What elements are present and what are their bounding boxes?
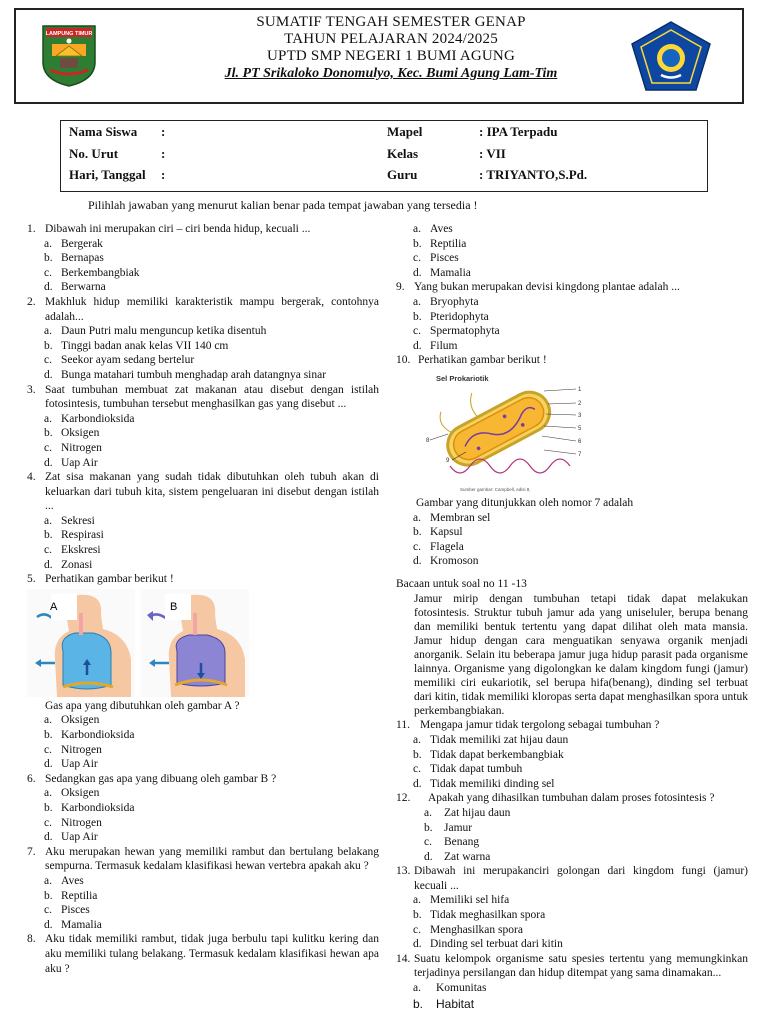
option[interactable]: c. Nitrogen	[44, 816, 102, 829]
option[interactable]: a. Bryophyta	[413, 295, 479, 308]
option[interactable]: d. Uap Air	[44, 758, 98, 771]
option[interactable]: a. Aves	[44, 874, 84, 887]
option[interactable]: b. Karbondioksida	[44, 729, 135, 742]
option[interactable]: b. Pteridophyta	[413, 310, 489, 323]
figure-caption: Sumber gambar: Campbell, edisi 8,	[460, 486, 531, 492]
option[interactable]: a. Komunitas	[413, 982, 487, 995]
option[interactable]: d. Berwarna	[44, 281, 106, 294]
option[interactable]: c. Ekskresi	[44, 544, 101, 557]
reading-passage: Jamur mirip dengan tumbuhan tetapi tidak dapat melakukan fotosintesis. Struktur tubuh jamur ada yang uniseluler, berupa benang dan memiliki bentuk tertentu yang dapat dilihat oleh mata mansia. Jamur hidup dengan cara menguatikan senyawa organik menjadi anorganik. Selain itu beberapa jamur juga hidup parasit pada organisme lainnya. Organisme yang digolongkan ke dalam kingdom fungi (jamur) memiliki ciri eukariotik, sel berupa hifa(benang), dinding sel terbuat dari kitin, tidak memiliki kloropas serta dapat menghasilkan spora untuk perkembangbiakan.	[414, 592, 748, 718]
nama-label: Nama Siswa	[69, 124, 138, 139]
option[interactable]: d. Zonasi	[44, 558, 93, 571]
option[interactable]: b. Tidak dapat berkembangbiak	[413, 748, 564, 761]
option[interactable]: d. Mamalia	[44, 918, 102, 931]
prokaryote-figure	[396, 368, 748, 496]
urut-label: No. Urut	[69, 146, 119, 161]
urut-field[interactable]: :	[161, 146, 166, 161]
prokaryote-diagram	[426, 370, 606, 494]
question-3: 3. Saat tumbuhan membuat zat makanan atau disebut dengan istilah fotosintesis, tumbuhan tersebut menghasilkan gas yang disebut ...	[27, 383, 379, 411]
reading-title: Bacaan untuk soal no 11 -13	[396, 577, 527, 590]
question-2: 2. Makhluk hidup memiliki karakteristik mampu bergerak, contohnya adalah...	[27, 295, 379, 323]
option[interactable]: a. Zat hijau daun	[424, 806, 511, 819]
option[interactable]: a. Bergerak	[44, 237, 103, 250]
option[interactable]: b. Tinggi badan anak kelas VII 140 cm	[44, 339, 229, 352]
option[interactable]: a. Aves	[413, 223, 453, 235]
question-6: 6. Sedangkan gas apa yang dibuang oleh gambar B ?	[27, 772, 277, 785]
option[interactable]: d. Uap Air	[44, 831, 98, 844]
option[interactable]: b. Respirasi	[44, 529, 104, 542]
option[interactable]: c. Pisces	[413, 252, 459, 265]
option[interactable]: d. Zat warna	[424, 850, 491, 863]
svg-text:7: 7	[578, 451, 582, 458]
option[interactable]: d. Kromoson	[413, 555, 479, 568]
option[interactable]: b. Reptilia	[44, 889, 98, 902]
svg-text:2: 2	[578, 400, 582, 407]
question-7: 7. Aku merupakan hewan yang memiliki rambut dan bertulang belakang sempurna. Termasuk kedalam klasifikasi hewan vertebra apakah aku ?	[27, 845, 379, 873]
question-5-sub: Gas apa yang dibutuhkan oleh gambar A ?	[45, 699, 240, 712]
question-10: 10. Perhatikan gambar berikut !	[396, 354, 547, 367]
hari-field[interactable]: :	[161, 167, 166, 182]
option[interactable]: c. Berkembangbiak	[44, 266, 140, 279]
mapel-value: : IPA Terpadu	[479, 124, 558, 139]
kelas-label: Kelas	[387, 146, 419, 161]
option[interactable]: b. Jamur	[424, 821, 473, 834]
option[interactable]: c. Menghasilkan spora	[413, 923, 523, 936]
option[interactable]: a. Oksigen	[44, 787, 100, 800]
svg-text:LAMPUNG TIMUR: LAMPUNG TIMUR	[45, 31, 93, 37]
option[interactable]: b. Oksigen	[44, 427, 100, 440]
option[interactable]: d. Uap Air	[44, 456, 98, 469]
right-column	[396, 222, 748, 1013]
option[interactable]: d. Bunga matahari tumbuh menghadap arah datangnya sinar	[44, 368, 327, 381]
option[interactable]: c. Nitrogen	[44, 743, 102, 756]
option[interactable]: a. Karbondioksida	[44, 412, 135, 425]
svg-text:6: 6	[578, 438, 582, 445]
question-5: 5. Perhatikan gambar berikut !	[27, 573, 174, 586]
option[interactable]: b. Bernapas	[44, 252, 104, 265]
breathing-diagram	[27, 589, 257, 699]
option[interactable]: c. Benang	[424, 836, 480, 849]
question-1: 1. Dibawah ini merupakan ciri – ciri benda hidup, kecuali ...	[27, 223, 311, 235]
question-10-sub: Gambar yang ditunjukkan oleh nomor 7 adalah	[416, 496, 634, 509]
figure-label-b: B	[170, 600, 178, 613]
guru-value: : TRIYANTO,S.Pd.	[479, 167, 588, 182]
option[interactable]: c. Nitrogen	[44, 441, 102, 454]
svg-text:5: 5	[578, 425, 582, 432]
option[interactable]: b. Tidak meghasilkan spora	[413, 909, 546, 922]
option[interactable]: b. Karbondioksida	[44, 802, 135, 814]
option[interactable]: a. Sekresi	[44, 514, 95, 527]
option[interactable]: c. Tidak dapat tumbuh	[413, 763, 523, 776]
question-9: 9. Yang bukan merupakan devisi kingdong plantae adalah ...	[396, 281, 680, 294]
question-8: 8. Aku tidak memiliki rambut, tidak juga berbulu tapi kulitku kering dan aku memiliki tulang belakang. Termasuk kedalam klasifikasi hewan apa aku ?	[27, 933, 379, 975]
left-column	[27, 222, 379, 976]
svg-text:1: 1	[578, 386, 582, 393]
exam-header	[14, 8, 744, 104]
option[interactable]: c. Flagela	[413, 540, 464, 553]
guru-label: Guru	[387, 167, 418, 182]
instruction: Pilihlah jawaban yang menurut kalian benar pada tempat jawaban yang tersedia !	[88, 198, 478, 212]
option[interactable]: c. Pisces	[44, 904, 90, 917]
mapel-label: Mapel	[387, 124, 423, 139]
question-4: 4. Zat sisa makanan yang sudah tidak dibutuhkan oleh tubuh akan di keluarkan dari tubuh kita, sistem pengeluaran ini disebut dengan istilah ...	[27, 471, 379, 513]
breathing-figure	[27, 587, 379, 699]
kelas-value: : VII	[479, 146, 506, 161]
option[interactable]: c. Spermatophyta	[413, 325, 500, 338]
question-12: 12. Apakah yang dihasilkan tumbuhan dalam proses fotosintesis ?	[396, 792, 715, 805]
svg-text:8: 8	[426, 437, 430, 444]
option[interactable]: b. Habitat	[413, 996, 475, 1011]
figure-label-a: A	[50, 600, 58, 613]
figure-title: Sel Prokariotik	[436, 373, 489, 383]
question-14: 14. Suatu kelompok organisme satu spesies tertentu yang memungkinkan terjadinya persilangan dan hidup ditempat yang sama dinamakan...	[396, 952, 748, 980]
header-school: UPTD SMP NEGERI 1 BUMI AGUNG	[267, 48, 515, 64]
hari-label: Hari, Tanggal	[69, 167, 146, 182]
option[interactable]: d. Dinding sel terbuat dari kitin	[413, 938, 563, 951]
option[interactable]: d. Filum	[413, 339, 458, 352]
lampung-timur-logo	[40, 22, 98, 88]
option[interactable]: a. Daun Putri malu menguncup ketika disentuh	[44, 325, 267, 338]
option[interactable]: d. Mamalia	[413, 266, 471, 279]
header-address: Jl. PT Srikaloko Donomulyo, Kec. Bumi Agung Lam-Tim	[224, 66, 558, 81]
option[interactable]: a. Tidak memiliki zat hijau daun	[413, 733, 569, 746]
header-year: TAHUN PELAJARAN 2024/2025	[284, 31, 498, 47]
header-title: SUMATIF TENGAH SEMESTER GENAP	[256, 14, 526, 30]
nama-field[interactable]: :	[161, 124, 166, 139]
option[interactable]: a. Oksigen	[44, 714, 100, 727]
option[interactable]: d. Tidak memiliki dinding sel	[413, 777, 555, 790]
question-11: 11. Mengapa jamur tidak tergolong sebagai tumbuhan ?	[396, 719, 660, 732]
school-emblem-logo	[630, 20, 712, 92]
question-13: 13. Dibawah ini merupakanciri golongan dari kingdom fungi (jamur) kecuali ...	[396, 865, 748, 892]
svg-text:9: 9	[446, 457, 450, 464]
option[interactable]: a. Membran sel	[413, 511, 491, 524]
option[interactable]: c. Seekor ayam sedang bertelur	[44, 354, 195, 367]
student-info-box	[60, 120, 708, 192]
svg-text:3: 3	[578, 412, 582, 419]
option[interactable]: b. Reptilia	[413, 237, 467, 250]
option[interactable]: b. Kapsul	[413, 526, 463, 539]
option[interactable]: a. Memiliki sel hifa	[413, 894, 510, 907]
